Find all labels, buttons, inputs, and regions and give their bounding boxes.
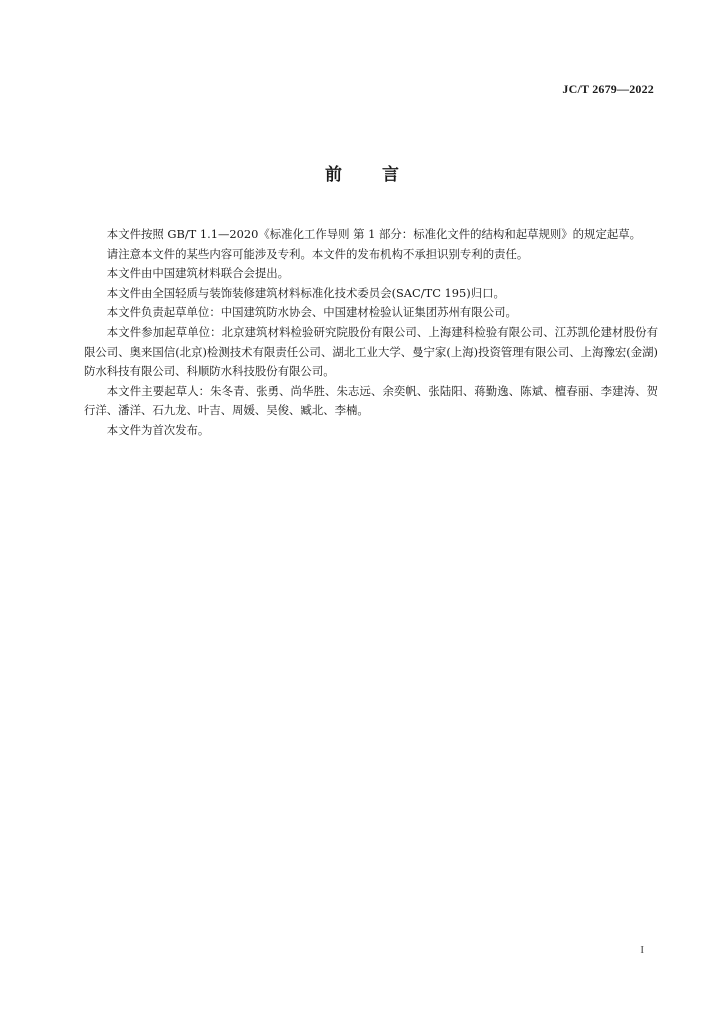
page-title: 前言	[325, 165, 439, 185]
paragraph-drafting-rules: 本文件按照 GB/T 1.1—2020《标准化工作导则 第 1 部分：标准化文件的结构和起草规则》的规定起草。	[106, 227, 642, 241]
paragraph-first-release: 本文件为首次发布。	[106, 422, 210, 437]
paragraph-patent-notice: 请注意本文件的某些内容可能涉及专利。本文件的发布机构不承担识别专利的责任。	[106, 246, 529, 261]
standard-code: JC/T 2679—2022	[562, 82, 654, 96]
paragraph-main-drafters: 本文件主要起草人：朱冬青、张勇、尚华胜、朱志远、余奕帆、张陆阳、蒋勤逸、陈斌、檀春丽、李建涛、贺行洋、潘洋、石九龙、叶吉、周媛、吴俊、臧北、李楠。	[84, 383, 658, 418]
paragraph-committee: 本文件由全国轻质与装饰装修建筑材料标准化技术委员会(SAC/TC 195)归口。	[106, 285, 505, 300]
paragraph-lead-drafters: 本文件负责起草单位：中国建筑防水协会、中国建材检验认证集团苏州有限公司。	[106, 305, 517, 320]
foreword-body	[84, 225, 658, 441]
page-number: I	[640, 944, 644, 956]
paragraph-proposer: 本文件由中国建筑材料联合会提出。	[106, 266, 290, 281]
paragraph-participating-drafters: 本文件参加起草单位：北京建筑材料检验研究院股份有限公司、上海建科检验有限公司、江苏凯伦建材股份有限公司、奥来国信(北京)检测技术有限责任公司、湖北工业大学、曼宁家(上海)投资管理有限公司、上海豫宏(金湖)防水科技有限公司、科顺防水科技股份有限公司。	[84, 324, 658, 379]
